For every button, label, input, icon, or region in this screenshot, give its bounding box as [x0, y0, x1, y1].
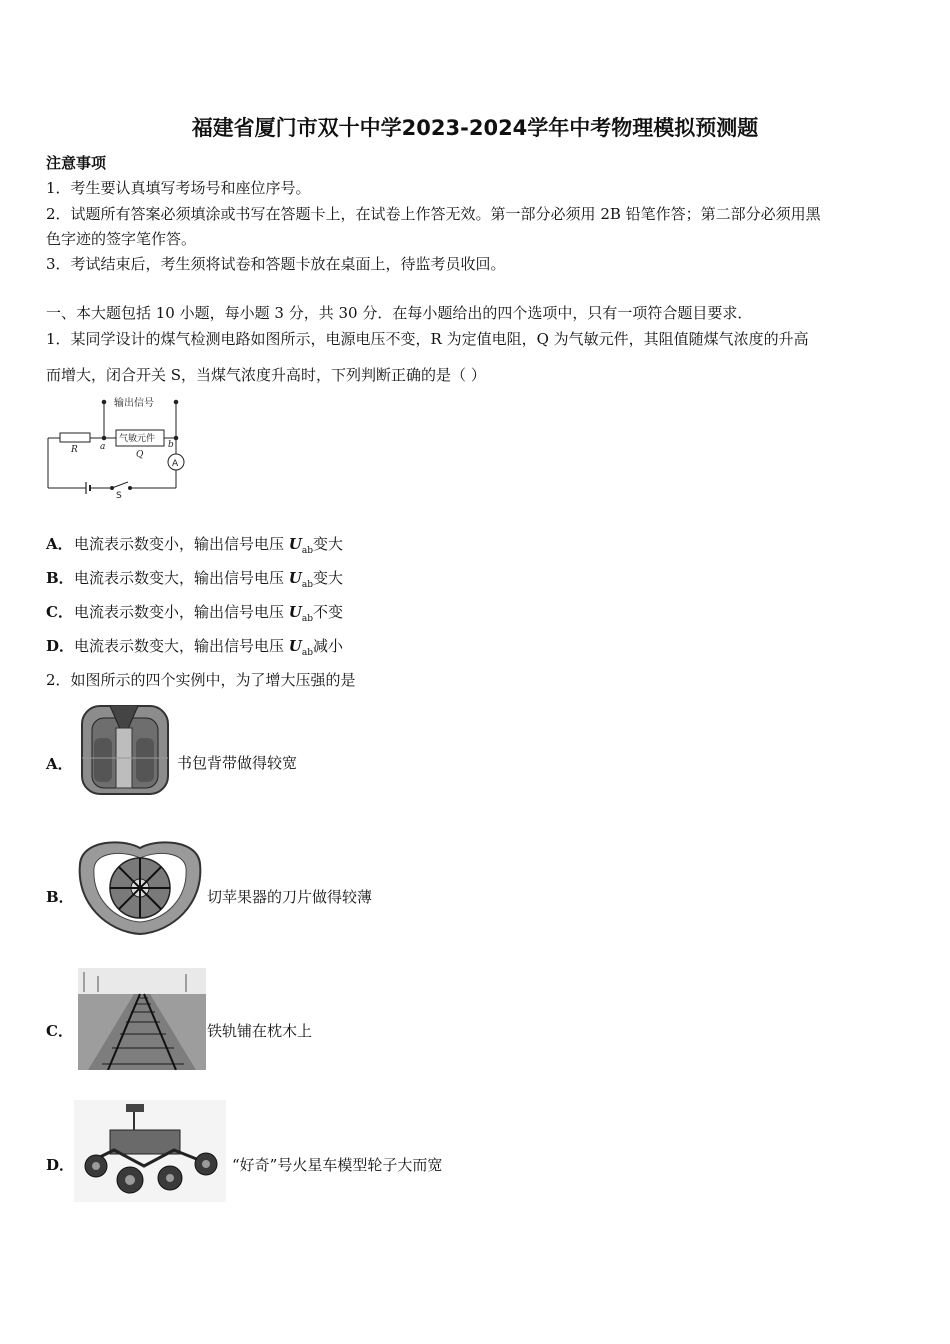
- mars-rover-image: [74, 1100, 226, 1202]
- notice-item-3: 3．考试结束后，考生须将试卷和答题卡放在桌面上，待监考员收回。: [46, 255, 506, 273]
- q2-option-b-letter: B．: [46, 888, 74, 906]
- ammeter-label: A: [172, 459, 179, 469]
- q2-option-d-text[interactable]: “好奇”号火星车模型轮子大而宽: [232, 1156, 443, 1174]
- q1-option-d[interactable]: D．电流表示数变大，输出信号电压 $U_{ab}$减小: [46, 637, 344, 658]
- notice-item-2: 2．试题所有答案必须填涂或书写在答题卡上，在试卷上作答无效。第一部分必须用 2B 铅笔作答；第二部分必须用黑: [46, 205, 821, 223]
- q1-stem-line2: 而增大，闭合开关 S，当煤气浓度升高时，下列判断正确的是（ ）: [46, 366, 486, 384]
- q2-option-a-letter: A．: [46, 755, 73, 773]
- q1-option-c[interactable]: C．电流表示数变小，输出信号电压 $U_{ab}$不变: [46, 603, 344, 624]
- q2-option-b-text[interactable]: 切苹果器的刀片做得较薄: [207, 888, 373, 906]
- circuit-diagram: [40, 392, 200, 500]
- q1-option-a[interactable]: A．电流表示数变小，输出信号电压 $U_{ab}$变大: [46, 535, 344, 556]
- q2-option-d-letter: D．: [46, 1156, 75, 1174]
- q1-option-b[interactable]: B．电流表示数变大，输出信号电压 $U_{ab}$变大: [46, 569, 344, 590]
- q2-option-a-text[interactable]: 书包背带做得较宽: [177, 754, 298, 772]
- q2-stem: 2．如图所示的四个实例中，为了增大压强的是: [46, 671, 356, 689]
- page-title: 福建省厦门市双十中学2023-2024学年中考物理模拟预测题: [191, 116, 759, 140]
- q2-option-c-text[interactable]: 铁轨铺在枕木上: [207, 1022, 313, 1040]
- a-label: a: [100, 442, 106, 452]
- q2-option-c-letter: C．: [46, 1022, 73, 1040]
- railway-image: [78, 968, 206, 1070]
- resistor-r: [60, 433, 90, 442]
- section-heading: 一、本大题包括 10 小题，每小题 3 分，共 30 分．在每小题给出的四个选项中，只有一项符合题目要求．: [46, 304, 753, 322]
- sensor-label: 气敏元件: [119, 434, 156, 444]
- notice-item-2-cont: 色字迹的签字笔作答。: [46, 230, 197, 248]
- backpack-image: [72, 698, 176, 798]
- q-label: Q: [136, 450, 144, 460]
- apple-slicer-image: [72, 834, 208, 938]
- r-label: R: [71, 445, 78, 455]
- b-label: b: [168, 440, 174, 450]
- notice-heading: 注意事项: [46, 154, 107, 172]
- notice-item-1: 1．考生要认真填写考场号和座位序号。: [46, 179, 311, 197]
- q1-stem-line1: 1．某同学设计的煤气检测电路如图所示，电源电压不变，R 为定值电阻，Q 为气敏元件，其阻值随煤气浓度的升高: [46, 330, 809, 348]
- output-signal-label: 输出信号: [114, 398, 154, 409]
- switch-label: S: [116, 491, 122, 500]
